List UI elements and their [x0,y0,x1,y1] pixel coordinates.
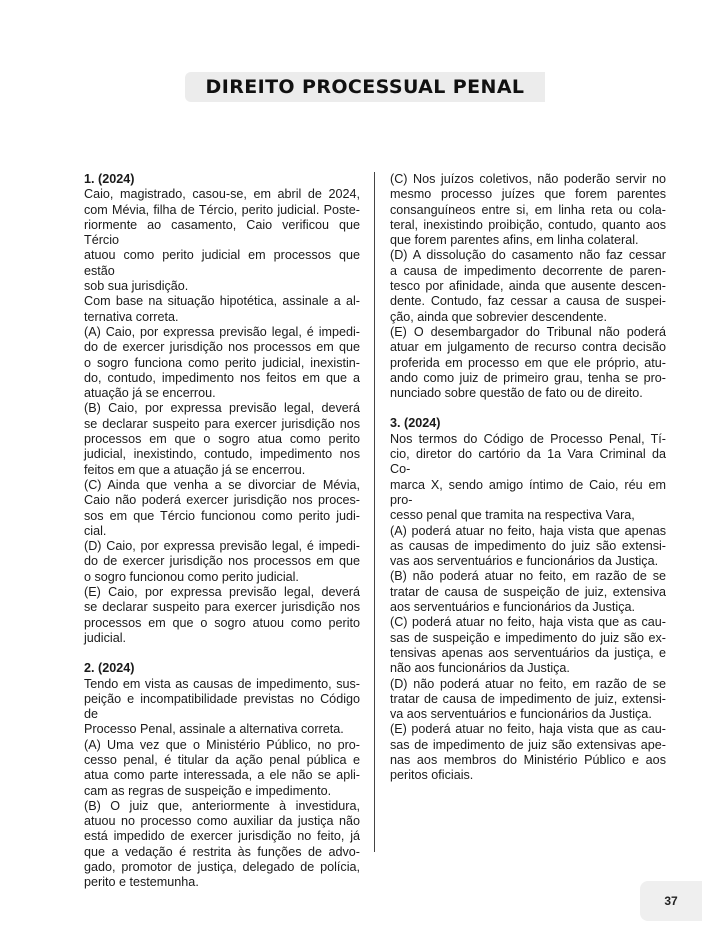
text-line: Com base na situação hipotética, assinale a al- [84,294,360,309]
text-line: processos em que o sogro atua como perito [84,432,360,447]
text-line: vas aos serventuários e funcionários da Justiça. [390,554,659,569]
text-line: ando como juiz de primeiro grau, tenha se pro- [390,370,666,385]
text-line: as causas de impedimento do juiz são extensi- [390,538,666,553]
text-line: (A) poderá atuar no feito, haja vista que apenas [390,523,666,538]
text-line: sas de suspeição e impedimento do juiz são ex- [390,630,666,645]
page-number: 37 [664,894,678,908]
text-line: se declarar suspeito para exercer jurisdição nos [84,416,360,431]
text-line: que a vedação é restrita às funções de advo- [84,844,360,859]
text-line: (D) não poderá atuar no feito, em razão de se [390,676,666,691]
text-line: atuou como perito judicial em processos que estão [84,248,360,278]
text-line: judicial. [84,630,126,645]
text-line: a causa de impedimento decorrente de paren- [390,263,666,278]
text-line: atua como parte interessada, a ele não se apli- [84,768,360,783]
left-column [84,172,360,891]
text-line: ternativa correta. [84,309,179,324]
text-line: (E) O desembargador do Tribunal não poderá [390,324,666,339]
text-line: atuação já se encerrou. [84,386,216,401]
text-line: o sogro funciona como perito judicial, inexistin- [84,355,360,370]
text-line: peritos oficiais. [390,768,474,783]
question-number: 2. (2024) [84,661,135,676]
text-line: dente. Contudo, faz cessar a causa de suspei- [390,294,666,309]
text-line: sas de impedimento de juiz são extensivas ape- [390,737,666,752]
text-line: perito e testemunha. [84,875,199,890]
text-line: cesso penal, é titular da ação penal pública e [84,752,360,767]
text-line: processos em que o sogro atuou como perito [84,615,360,630]
paragraph-gap [390,401,666,416]
text-line: tratar de causa de suspeição de juiz, extensiva [390,584,666,599]
text-line: marca X, sendo amigo íntimo de Caio, réu em pro- [390,477,666,507]
text-line: riormente ao casamento, Caio verificou que Tércio [84,217,360,248]
text-line: gado, promotor de justiça, delegado de polícia, [84,860,360,875]
text-line: Processo Penal, assinale a alternativa correta. [84,722,344,737]
text-line: mesmo processo juízes que forem parentes [390,187,666,202]
text-line: tensivas apenas aos serventuários da justiça, e [390,645,666,660]
text-line: (A) Uma vez que o Ministério Público, no pro- [84,737,360,752]
text-line: consanguíneos entre si, em linha reta ou cola- [390,202,666,217]
text-line: Tendo em vista as causas de impedimento, sus- [84,676,360,691]
text-line: judicial, inexistindo, contudo, impedimento nos [84,447,360,462]
text-line: com Mévia, filha de Tércio, perito judicial. Poste- [84,202,360,217]
text-line: está impedido de exercer jurisdição no feito, já [84,829,360,844]
text-line: ção, ainda que sobrevier descendente. [390,309,608,324]
text-line: (B) Caio, por expressa previsão legal, deverá [84,401,360,416]
text-line: aos serventuários e funcionários da Justiça. [390,600,636,615]
text-line: sob sua jurisdição. [84,279,189,294]
text-line: cio, diretor do cartório da 1a Vara Criminal da Co- [390,447,666,477]
text-line: (E) Caio, por expressa previsão legal, deverá [84,585,360,600]
text-line: teral, inexistindo proibição, contudo, quanto aos [390,217,666,232]
text-line: peição e incompatibilidade previstas no Código de [84,691,360,722]
text-line: (C) Ainda que venha a se divorciar de Mévia, [84,477,360,492]
text-line: atuou no processo como auxiliar da justiça não [84,814,360,829]
text-line: (D) Caio, por expressa previsão legal, é impedi- [84,539,360,554]
text-line: do, contudo, impedimento nos feitos em que a [84,370,360,385]
text-line: cam as regras de suspeição e impedimento. [84,783,332,798]
text-line: do de exercer jurisdição nos processos em que [84,340,360,355]
text-line: tesco por afinidade, ainda que ausente descen- [390,279,666,294]
text-line: (E) poderá atuar no feito, haja vista que as cau- [390,722,666,737]
text-line: proferida em processo em que ele próprio, atu- [390,355,666,370]
text-line: (D) A dissolução do casamento não faz cessar [390,248,666,263]
text-line: (A) Caio, por expressa previsão legal, é impedi- [84,324,360,339]
text-line: o sogro funcionou como perito judicial. [84,569,299,584]
question-number: 3. (2024) [390,416,441,431]
text-line: cial. [84,523,107,538]
text-line: Caio não poderá exercer jurisdição nos proces- [84,493,360,508]
text-line: do de exercer jurisdição nos processos em que [84,554,360,569]
text-line: nunciado sobre questão de fato ou de direito. [390,386,643,401]
text-line: sos em que Tércio funcionou como perito judi- [84,508,360,523]
text-line: tratar de causa de impedimento de juiz, extensi- [390,691,666,706]
text-line: se declarar suspeito para exercer jurisdição nos [84,600,360,615]
text-line: (C) Nos juízos coletivos, não poderão servir no [390,172,666,186]
text-line: Caio, magistrado, casou-se, em abril de 2024, [84,187,360,202]
paragraph-gap [84,646,360,661]
text-line: nas aos membros do Ministério Público e aos [390,752,666,767]
text-line: que forem parentes afins, em linha colateral. [390,233,639,248]
text-line: va aos serventuários e funcionários da Justiça. [390,707,652,722]
column-divider [374,172,375,852]
text-line: (C) poderá atuar no feito, haja vista que as cau- [390,615,666,630]
text-line: cesso penal que tramita na respectiva Vara, [390,508,635,523]
page-title: DIREITO PROCESSUAL PENAL [205,76,525,98]
right-column [390,172,666,784]
text-line: feitos em que a atuação já se encerrou. [84,462,306,477]
text-line: (B) O juiz que, anteriormente à investidura, [84,798,360,813]
text-line: Nos termos do Código de Processo Penal, Tí- [390,431,666,446]
text-line: não aos funcionários da Justiça. [390,661,570,676]
question-number: 1. (2024) [84,172,135,186]
text-line: (B) não poderá atuar no feito, em razão de se [390,569,666,584]
text-line: atuar em julgamento de recurso contra decisão [390,340,666,355]
